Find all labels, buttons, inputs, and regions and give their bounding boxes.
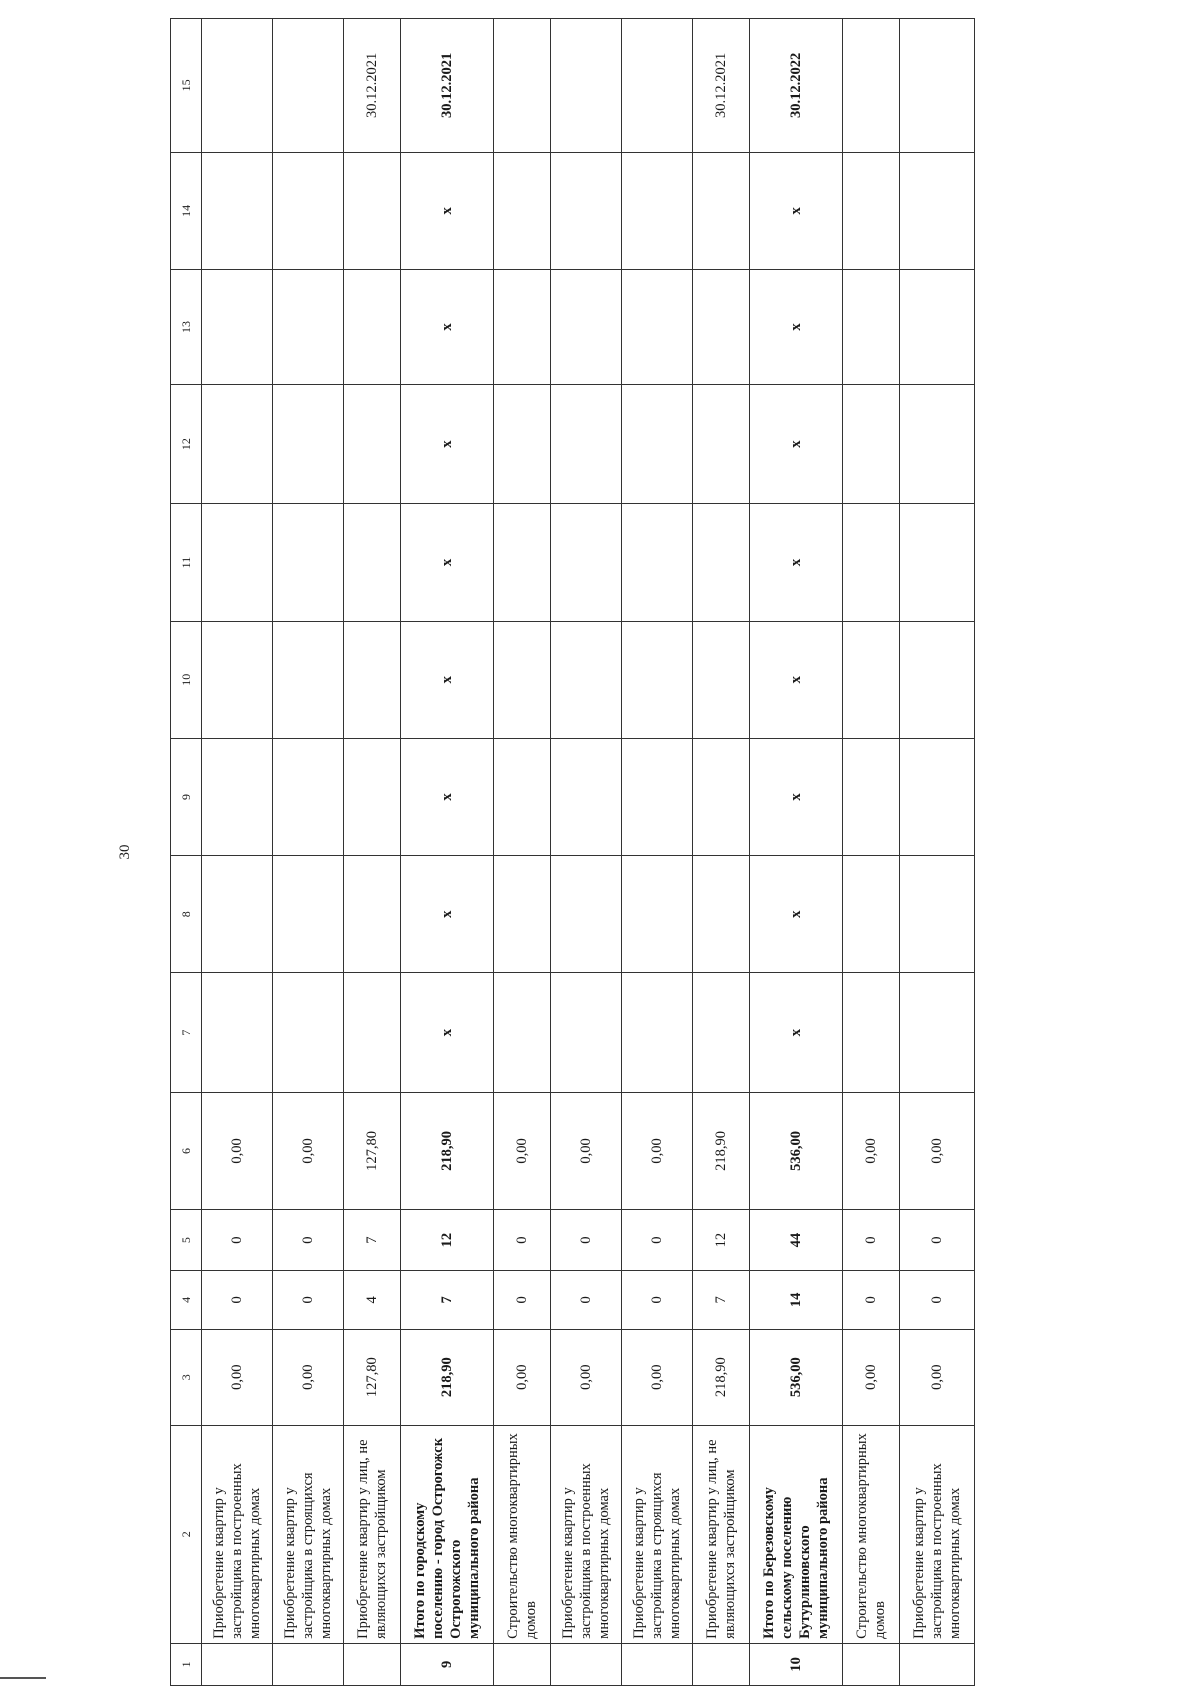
value-cell xyxy=(494,973,551,1093)
column-number-cell: 1 xyxy=(171,1643,202,1685)
description-cell: Строительство многоквартирных домов xyxy=(843,1425,900,1643)
value-cell: 127,80 xyxy=(344,1092,401,1209)
date-cell xyxy=(273,19,344,153)
value-cell xyxy=(693,973,750,1093)
column-number-cell: 10 xyxy=(171,621,202,738)
value-cell: 0 xyxy=(622,1271,693,1330)
table-row xyxy=(843,19,900,1686)
value-cell: 0,00 xyxy=(202,1092,273,1209)
value-cell xyxy=(622,856,693,973)
value-cell: 0,00 xyxy=(900,1329,975,1425)
column-number-cell: 8 xyxy=(171,856,202,973)
value-cell: 536,00 xyxy=(750,1329,843,1425)
value-cell xyxy=(622,621,693,738)
row-number-cell: 10 xyxy=(750,1643,843,1685)
value-cell xyxy=(494,621,551,738)
description-cell: Приобретение квартир у застройщика в строящихся многоквартирных домах xyxy=(273,1425,344,1643)
value-cell xyxy=(494,738,551,855)
value-cell xyxy=(900,973,975,1093)
value-cell xyxy=(622,270,693,385)
value-cell xyxy=(273,856,344,973)
table-row xyxy=(494,19,551,1686)
value-cell xyxy=(900,504,975,621)
column-number-cell: 11 xyxy=(171,504,202,621)
total-row xyxy=(401,19,494,1686)
value-cell: 0 xyxy=(551,1210,622,1271)
column-number-row xyxy=(171,19,202,1686)
value-cell xyxy=(273,621,344,738)
date-cell xyxy=(494,19,551,153)
value-cell: x xyxy=(750,973,843,1093)
value-cell: x xyxy=(750,856,843,973)
value-cell xyxy=(202,973,273,1093)
date-cell: 30.12.2021 xyxy=(401,19,494,153)
table-row xyxy=(551,19,622,1686)
value-cell: 0 xyxy=(551,1271,622,1330)
value-cell: x xyxy=(750,152,843,269)
value-cell xyxy=(202,738,273,855)
value-cell: 0 xyxy=(622,1210,693,1271)
date-cell xyxy=(202,19,273,153)
value-cell xyxy=(273,384,344,504)
value-cell xyxy=(551,270,622,385)
value-cell: 0,00 xyxy=(843,1092,900,1209)
value-cell xyxy=(551,152,622,269)
value-cell xyxy=(344,384,401,504)
scan-artifact xyxy=(0,1670,60,1684)
value-cell xyxy=(693,152,750,269)
value-cell: 0,00 xyxy=(202,1329,273,1425)
row-number-cell xyxy=(622,1643,693,1685)
value-cell xyxy=(843,973,900,1093)
value-cell xyxy=(693,738,750,855)
value-cell xyxy=(344,270,401,385)
value-cell: 0,00 xyxy=(494,1092,551,1209)
value-cell xyxy=(551,973,622,1093)
value-cell xyxy=(551,621,622,738)
column-number-cell: 7 xyxy=(171,973,202,1093)
value-cell xyxy=(202,152,273,269)
value-cell: 7 xyxy=(693,1271,750,1330)
value-cell xyxy=(693,504,750,621)
value-cell xyxy=(693,384,750,504)
value-cell: 536,00 xyxy=(750,1092,843,1209)
date-cell xyxy=(551,19,622,153)
value-cell: x xyxy=(401,152,494,269)
value-cell: 127,80 xyxy=(344,1329,401,1425)
value-cell xyxy=(202,856,273,973)
value-cell xyxy=(344,621,401,738)
value-cell xyxy=(344,738,401,855)
rotated-table-container xyxy=(170,18,1200,1686)
row-number-cell xyxy=(273,1643,344,1685)
description-cell: Приобретение квартир у лиц, не являющихся застройщиком xyxy=(344,1425,401,1643)
value-cell: x xyxy=(750,621,843,738)
table-row xyxy=(344,19,401,1686)
value-cell xyxy=(622,384,693,504)
value-cell: 0,00 xyxy=(273,1092,344,1209)
column-number-cell: 5 xyxy=(171,1210,202,1271)
description-cell: Приобретение квартир у застройщика в построенных многоквартирных домах xyxy=(551,1425,622,1643)
value-cell xyxy=(551,738,622,855)
description-cell: Приобретение квартир у лиц, не являющихся застройщиком xyxy=(693,1425,750,1643)
date-cell xyxy=(900,19,975,153)
value-cell xyxy=(273,738,344,855)
value-cell: 0,00 xyxy=(551,1329,622,1425)
description-cell: Итого по городскому поселению - город Острогожск Острогожского муниципального района xyxy=(401,1425,494,1643)
value-cell: 0,00 xyxy=(622,1092,693,1209)
value-cell: 0 xyxy=(494,1210,551,1271)
table-row xyxy=(273,19,344,1686)
value-cell: 0,00 xyxy=(551,1092,622,1209)
value-cell: 0 xyxy=(843,1271,900,1330)
value-cell: 0,00 xyxy=(622,1329,693,1425)
row-number-cell xyxy=(344,1643,401,1685)
value-cell xyxy=(843,384,900,504)
value-cell xyxy=(843,270,900,385)
value-cell xyxy=(202,504,273,621)
value-cell: x xyxy=(750,738,843,855)
row-number-cell xyxy=(900,1643,975,1685)
value-cell xyxy=(843,856,900,973)
value-cell: 218,90 xyxy=(401,1092,494,1209)
value-cell: 14 xyxy=(750,1271,843,1330)
value-cell xyxy=(551,856,622,973)
value-cell xyxy=(273,152,344,269)
column-number-cell: 13 xyxy=(171,270,202,385)
date-cell xyxy=(622,19,693,153)
value-cell: 0 xyxy=(900,1271,975,1330)
value-cell: x xyxy=(401,270,494,385)
value-cell xyxy=(494,856,551,973)
value-cell: 12 xyxy=(693,1210,750,1271)
column-number-cell: 2 xyxy=(171,1425,202,1643)
value-cell xyxy=(900,152,975,269)
value-cell: 0 xyxy=(273,1271,344,1330)
value-cell xyxy=(202,270,273,385)
row-number-cell xyxy=(843,1643,900,1685)
value-cell xyxy=(622,152,693,269)
value-cell xyxy=(551,384,622,504)
column-number-cell: 6 xyxy=(171,1092,202,1209)
value-cell: x xyxy=(401,504,494,621)
value-cell xyxy=(900,384,975,504)
description-cell: Приобретение квартир у застройщика в построенных многоквартирных домах xyxy=(202,1425,273,1643)
value-cell xyxy=(494,270,551,385)
value-cell: 0 xyxy=(202,1210,273,1271)
value-cell xyxy=(202,621,273,738)
value-cell: 0,00 xyxy=(494,1329,551,1425)
value-cell xyxy=(273,270,344,385)
value-cell xyxy=(900,738,975,855)
value-cell: x xyxy=(401,621,494,738)
value-cell: x xyxy=(401,738,494,855)
value-cell xyxy=(843,504,900,621)
value-cell: 0 xyxy=(900,1210,975,1271)
value-cell xyxy=(900,621,975,738)
value-cell xyxy=(273,504,344,621)
row-number-cell xyxy=(202,1643,273,1685)
value-cell: 0 xyxy=(273,1210,344,1271)
column-number-cell: 3 xyxy=(171,1329,202,1425)
value-cell: 218,90 xyxy=(401,1329,494,1425)
row-number-cell xyxy=(693,1643,750,1685)
row-number-cell xyxy=(551,1643,622,1685)
value-cell: 0,00 xyxy=(843,1329,900,1425)
value-cell xyxy=(494,152,551,269)
column-number-cell: 15 xyxy=(171,19,202,153)
date-cell: 30.12.2021 xyxy=(693,19,750,153)
value-cell xyxy=(622,504,693,621)
value-cell: 7 xyxy=(401,1271,494,1330)
column-number-cell: 9 xyxy=(171,738,202,855)
value-cell xyxy=(843,738,900,855)
value-cell xyxy=(494,504,551,621)
value-cell: 7 xyxy=(344,1210,401,1271)
value-cell xyxy=(622,738,693,855)
scan-artifact-mark xyxy=(0,1670,60,1684)
value-cell: 0 xyxy=(202,1271,273,1330)
description-cell: Приобретение квартир у застройщика в построенных многоквартирных домах xyxy=(900,1425,975,1643)
column-number-cell: 4 xyxy=(171,1271,202,1330)
program-table xyxy=(170,18,975,1686)
column-number-cell: 14 xyxy=(171,152,202,269)
date-cell: 30.12.2021 xyxy=(344,19,401,153)
value-cell xyxy=(344,504,401,621)
value-cell: x xyxy=(401,973,494,1093)
value-cell xyxy=(273,973,344,1093)
value-cell xyxy=(693,621,750,738)
value-cell xyxy=(494,384,551,504)
value-cell xyxy=(344,856,401,973)
value-cell xyxy=(693,856,750,973)
date-cell: 30.12.2022 xyxy=(750,19,843,153)
value-cell xyxy=(693,270,750,385)
value-cell: x xyxy=(401,856,494,973)
value-cell xyxy=(843,152,900,269)
row-number-cell xyxy=(494,1643,551,1685)
value-cell xyxy=(622,973,693,1093)
table-row xyxy=(693,19,750,1686)
value-cell: x xyxy=(750,504,843,621)
value-cell: x xyxy=(401,384,494,504)
value-cell xyxy=(900,856,975,973)
value-cell: 0 xyxy=(843,1210,900,1271)
value-cell xyxy=(551,504,622,621)
value-cell: 0,00 xyxy=(900,1092,975,1209)
date-cell xyxy=(843,19,900,153)
total-row xyxy=(750,19,843,1686)
description-cell: Итого по Березовскому сельскому поселению Бутурлиновского муниципального района xyxy=(750,1425,843,1643)
value-cell: 12 xyxy=(401,1210,494,1271)
value-cell: 4 xyxy=(344,1271,401,1330)
value-cell: 218,90 xyxy=(693,1329,750,1425)
description-cell: Строительство многоквартирных домов xyxy=(494,1425,551,1643)
value-cell: 0 xyxy=(494,1271,551,1330)
value-cell xyxy=(344,152,401,269)
table-row xyxy=(622,19,693,1686)
value-cell xyxy=(900,270,975,385)
value-cell: x xyxy=(750,270,843,385)
value-cell: 218,90 xyxy=(693,1092,750,1209)
table-row xyxy=(202,19,273,1686)
description-cell: Приобретение квартир у застройщика в строящихся многоквартирных домах xyxy=(622,1425,693,1643)
value-cell xyxy=(202,384,273,504)
value-cell: x xyxy=(750,384,843,504)
row-number-cell: 9 xyxy=(401,1643,494,1685)
value-cell: 44 xyxy=(750,1210,843,1271)
table-row xyxy=(900,19,975,1686)
page-number: 30 xyxy=(117,844,133,860)
table-frame xyxy=(170,18,1200,1686)
column-number-cell: 12 xyxy=(171,384,202,504)
value-cell xyxy=(344,973,401,1093)
value-cell xyxy=(843,621,900,738)
value-cell: 0,00 xyxy=(273,1329,344,1425)
